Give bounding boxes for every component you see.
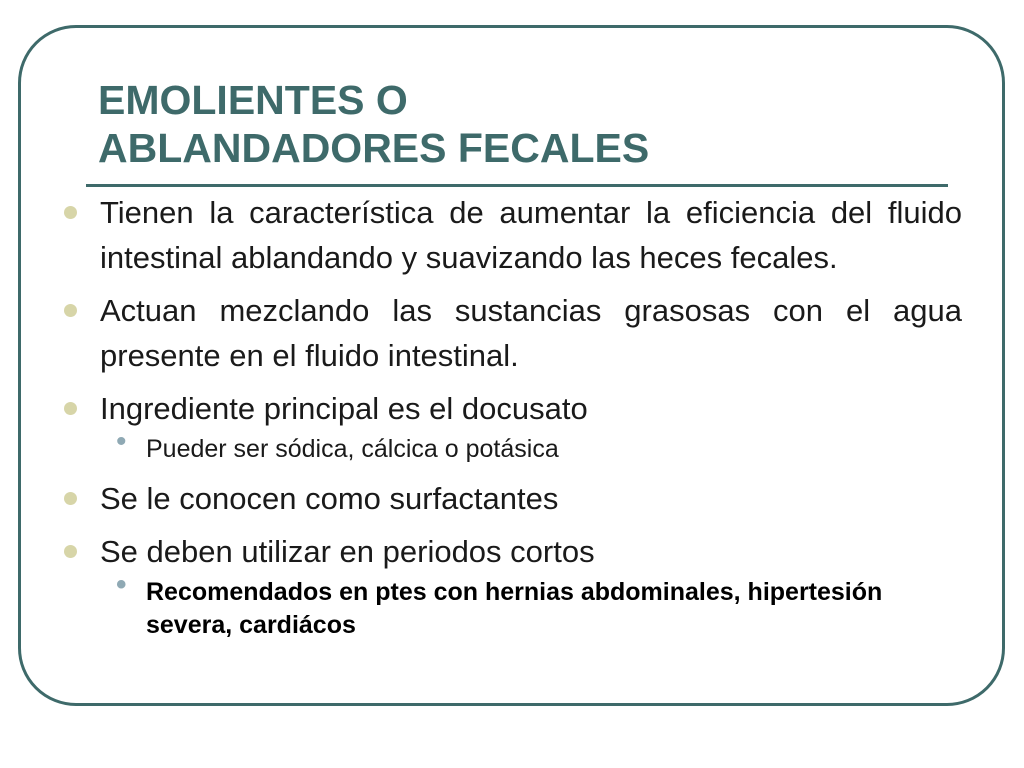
bullet-item bbox=[100, 529, 962, 574]
sub-bullet-dot-icon: • bbox=[116, 568, 127, 601]
bullet-text: Tienen la característica de aumentar la eficiencia del fluido intestinal ablandando y suavizando las heces fecales. bbox=[100, 195, 962, 275]
sub-bullet-dot-icon: • bbox=[116, 425, 127, 458]
slide-body bbox=[100, 190, 962, 652]
bullet-dot-icon bbox=[64, 304, 77, 317]
slide-title bbox=[98, 76, 938, 172]
sub-bullet-text: Recomendados en ptes con hernias abdominales, hipertesión severa, cardiácos bbox=[146, 578, 883, 639]
title-divider bbox=[86, 184, 948, 187]
bullet-dot-icon bbox=[64, 545, 77, 558]
bullet-item bbox=[100, 190, 962, 280]
bullet-dot-icon bbox=[64, 206, 77, 219]
bullet-item bbox=[100, 386, 962, 431]
bullet-item bbox=[100, 288, 962, 378]
sub-bullet-item bbox=[116, 425, 962, 466]
sub-bullet-item bbox=[116, 568, 962, 642]
title-line-1: EMOLIENTES O bbox=[98, 77, 408, 123]
bullet-text: Se le conocen como surfactantes bbox=[100, 481, 559, 516]
bullet-text: Ingrediente principal es el docusato bbox=[100, 391, 588, 426]
bullet-dot-icon bbox=[64, 492, 77, 505]
bullet-text: Actuan mezclando las sustancias grasosas con el agua presente en el fluido intestinal. bbox=[100, 293, 962, 373]
title-line-2: ABLANDADORES FECALES bbox=[98, 125, 650, 171]
bullet-item bbox=[100, 476, 962, 521]
bullet-text: Se deben utilizar en periodos cortos bbox=[100, 534, 595, 569]
bullet-dot-icon bbox=[64, 402, 77, 415]
sub-bullet-text: Pueder ser sódica, cálcica o potásica bbox=[146, 435, 559, 463]
